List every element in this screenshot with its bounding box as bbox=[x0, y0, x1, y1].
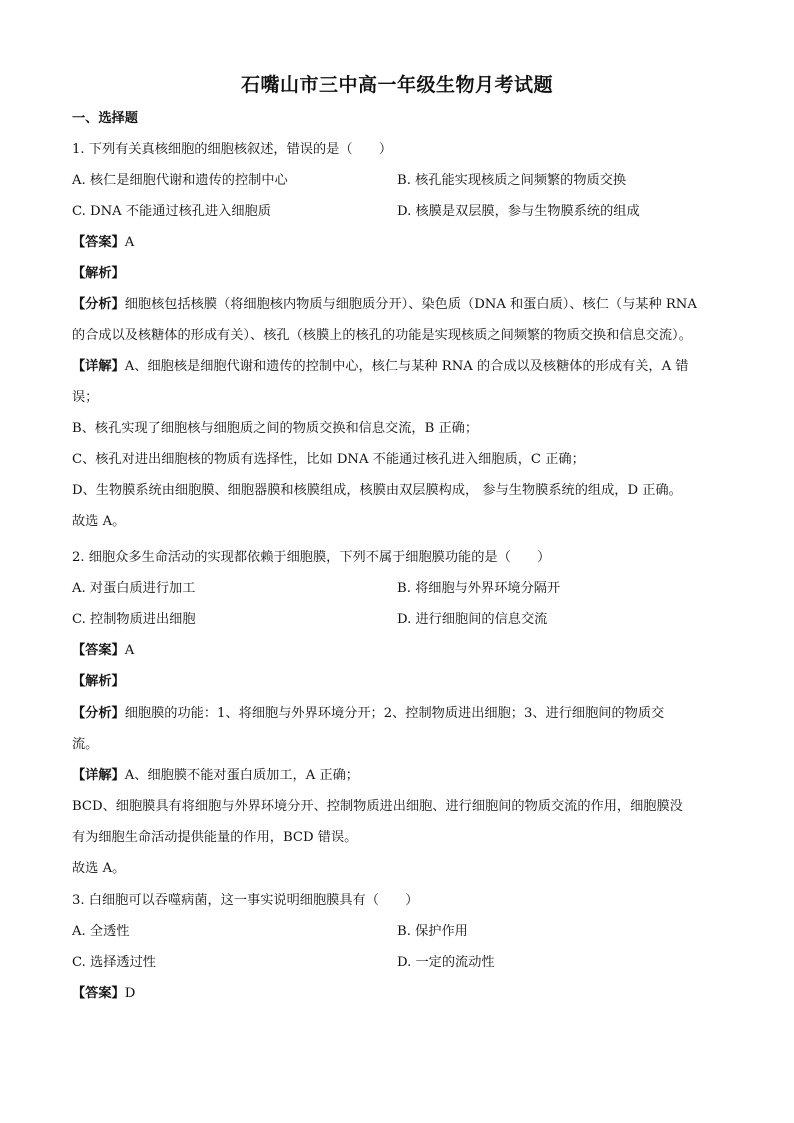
question-1-line-d: D、生物膜系统由细胞膜、细胞器膜和核膜组成，核膜由双层膜构成， 参与生物膜系统的组成，D 正确。 bbox=[72, 483, 682, 498]
xiangjie-text: A、细胞膜不能对蛋白质加工，A 正确； bbox=[124, 768, 359, 783]
question-1-answer bbox=[72, 234, 732, 252]
fenxi-tag: 【分析】 bbox=[72, 297, 125, 312]
question-3-option-b: B. 保护作用 bbox=[397, 924, 468, 939]
question-1-xiangjie-cont: 误； bbox=[72, 390, 99, 405]
answer-value: A bbox=[124, 235, 135, 250]
question-2-option-b: B. 将细胞与外界环境分隔开 bbox=[397, 581, 561, 596]
answer-tag: 【答案】 bbox=[72, 235, 125, 250]
question-3-stem: 3. 白细胞可以吞噬病菌，这一事实说明细胞膜具有（ ） bbox=[72, 893, 419, 908]
fenxi-text: 细胞核包括核膜（将细胞核内物质与细胞质分开）、染色质（DNA 和蛋白质）、核仁（与某种 RNA bbox=[124, 297, 697, 312]
question-1-fenxi bbox=[72, 296, 732, 314]
answer-value: D bbox=[124, 986, 136, 1001]
answer-value: A bbox=[124, 643, 135, 658]
answer-tag: 【答案】 bbox=[72, 986, 125, 1001]
question-3-option-d: D. 一定的流动性 bbox=[397, 955, 495, 970]
question-2-option-d: D. 进行细胞间的信息交流 bbox=[397, 612, 548, 627]
question-1-option-d: D. 核膜是双层膜，参与生物膜系统的组成 bbox=[397, 204, 640, 219]
question-2-line-bcd: BCD、细胞膜具有将细胞与外界环境分开、控制物质进出细胞、进行细胞间的物质交流的作用，细胞膜没 bbox=[72, 799, 683, 814]
xiangjie-text: A、细胞核是细胞代谢和遗传的控制中心，核仁与某种 RNA 的合成以及核糖体的形成有关，A 错 bbox=[124, 359, 689, 374]
question-2-answer bbox=[72, 642, 732, 660]
question-2-fenxi bbox=[72, 705, 732, 723]
question-2-fenxi-cont: 流。 bbox=[72, 737, 99, 752]
fenxi-tag: 【分析】 bbox=[72, 706, 125, 721]
question-1-option-c: C. DNA 不能通过核孔进入细胞质 bbox=[72, 204, 271, 219]
question-1-xiangjie bbox=[72, 358, 732, 376]
question-3-option-a: A. 全透性 bbox=[72, 924, 130, 939]
question-1-line-c: C、核孔对进出细胞核的物质有选择性，比如 DNA 不能通过核孔进入细胞质，C 正确； bbox=[72, 452, 585, 467]
answer-tag: 【答案】 bbox=[72, 643, 125, 658]
question-1-line-b: B、核孔实现了细胞核与细胞质之间的物质交换和信息交流，B 正确； bbox=[72, 421, 479, 436]
question-2-conclusion: 故选 A。 bbox=[72, 861, 126, 876]
question-2-analysis-tag: 【解析】 bbox=[72, 674, 125, 689]
question-3-answer bbox=[72, 985, 732, 1003]
question-2-stem: 2. 细胞众多生命活动的实现都依赖于细胞膜，下列不属于细胞膜功能的是（ ） bbox=[72, 550, 551, 565]
question-2-option-a: A. 对蛋白质进行加工 bbox=[72, 581, 196, 596]
question-1-fenxi-cont: 的合成以及核糖体的形成有关）、核孔（核膜上的核孔的功能是实现核质之间频繁的物质交换和信息交流）。 bbox=[72, 328, 692, 343]
question-1-conclusion: 故选 A。 bbox=[72, 514, 126, 529]
question-1-stem: 1. 下列有关真核细胞的细胞核叙述，错误的是（ ） bbox=[72, 142, 393, 157]
question-1-option-a: A. 核仁是细胞代谢和遗传的控制中心 bbox=[72, 173, 288, 188]
xiangjie-tag: 【详解】 bbox=[72, 768, 125, 783]
question-1-analysis-tag: 【解析】 bbox=[72, 266, 125, 281]
xiangjie-tag: 【详解】 bbox=[72, 359, 125, 374]
question-2-option-c: C. 控制物质进出细胞 bbox=[72, 612, 196, 627]
page-title: 石嘴山市三中高一年级生物月考试题 bbox=[240, 74, 553, 96]
question-3-option-c: C. 选择透过性 bbox=[72, 955, 156, 970]
question-1-option-b: B. 核孔能实现核质之间频繁的物质交换 bbox=[397, 173, 627, 188]
question-2-line-bcd-cont: 有为细胞生命活动提供能量的作用，BCD 错误。 bbox=[72, 830, 358, 845]
section-heading: 一、选择题 bbox=[72, 111, 138, 126]
question-2-xiangjie bbox=[72, 767, 732, 785]
fenxi-text: 细胞膜的功能：1、将细胞与外界环境分开；2、控制物质进出细胞；3、进行细胞间的物质交 bbox=[124, 706, 665, 721]
